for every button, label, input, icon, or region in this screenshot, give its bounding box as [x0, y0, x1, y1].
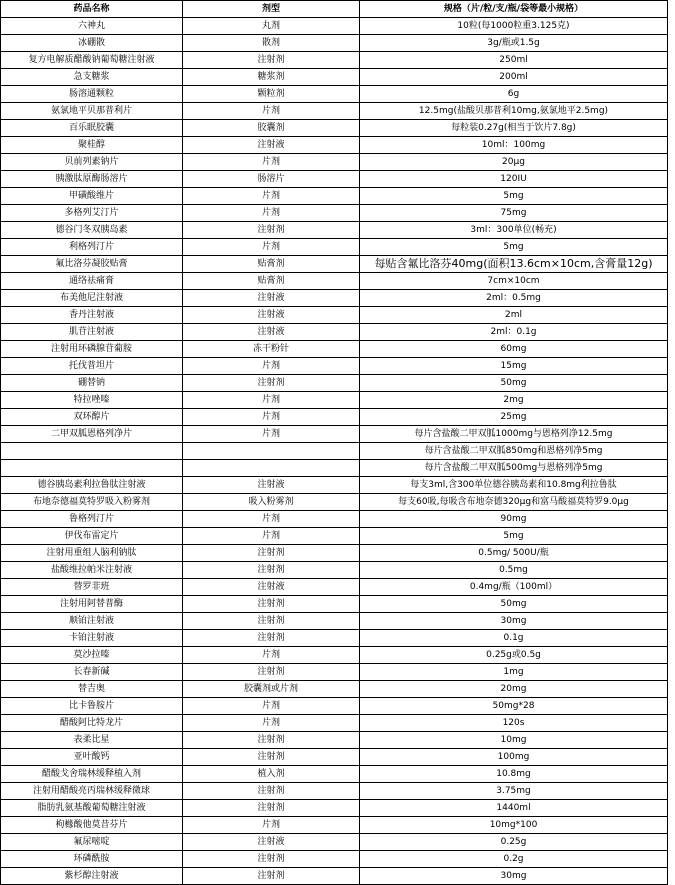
- cell-drug-name[interactable]: 莫沙拉嗪: [1, 647, 183, 664]
- cell-specification[interactable]: 200ml: [360, 69, 668, 86]
- cell-drug-name[interactable]: 硼替钠: [1, 375, 183, 392]
- cell-dosage-form[interactable]: 注射液: [183, 307, 360, 324]
- cell-drug-name[interactable]: 复方电解质醋酸钠葡萄糖注射液: [1, 52, 183, 69]
- cell-dosage-form[interactable]: 片剂: [183, 103, 360, 120]
- cell-drug-name[interactable]: 氟尿嘧啶: [1, 834, 183, 851]
- table-row[interactable]: [1, 137, 675, 154]
- table-row[interactable]: [1, 205, 675, 222]
- cell-drug-name[interactable]: 替吉奥: [1, 681, 183, 698]
- cell-specification[interactable]: 2ml: [360, 307, 668, 324]
- cell-drug-name[interactable]: 托伐普坦片: [1, 358, 183, 375]
- cell-drug-name[interactable]: 替罗非班: [1, 579, 183, 596]
- cell-dosage-form[interactable]: 片剂: [183, 511, 360, 528]
- edge-cell: [668, 834, 675, 851]
- cell-drug-name[interactable]: 卡铂注射液: [1, 630, 183, 647]
- edge-cell: [668, 545, 675, 562]
- table-row[interactable]: [1, 664, 675, 681]
- edge-cell: [668, 256, 675, 273]
- cell-specification[interactable]: 20μg: [360, 154, 668, 171]
- edge-cell: [668, 120, 675, 137]
- edge-cell: [668, 596, 675, 613]
- table-row[interactable]: [1, 511, 675, 528]
- cell-dosage-form[interactable]: 注射剂: [183, 800, 360, 817]
- cell-drug-name[interactable]: 伊伐布雷定片: [1, 528, 183, 545]
- cell-drug-name[interactable]: [1, 460, 183, 477]
- table-row[interactable]: [1, 239, 675, 256]
- cell-specification[interactable]: 0.25g或0.5g: [360, 647, 668, 664]
- cell-drug-name[interactable]: 聚桂醇: [1, 137, 183, 154]
- cell-dosage-form[interactable]: 植入剂: [183, 766, 360, 783]
- edge-cell: [668, 205, 675, 222]
- edge-cell: [668, 579, 675, 596]
- table-row[interactable]: [1, 477, 675, 494]
- cell-dosage-form[interactable]: 注射剂: [183, 596, 360, 613]
- cell-dosage-form[interactable]: 注射剂: [183, 749, 360, 766]
- cell-specification[interactable]: 50mg: [360, 596, 668, 613]
- edge-cell: [668, 732, 675, 749]
- table-row[interactable]: [1, 120, 675, 137]
- edge-cell: [668, 511, 675, 528]
- cell-dosage-form[interactable]: 注射剂: [183, 868, 360, 885]
- cell-dosage-form[interactable]: 片剂: [183, 239, 360, 256]
- table-row[interactable]: [1, 256, 675, 273]
- cell-dosage-form[interactable]: 注射剂: [183, 545, 360, 562]
- cell-specification[interactable]: 5mg: [360, 239, 668, 256]
- table-row[interactable]: [1, 562, 675, 579]
- cell-specification[interactable]: 3.75mg: [360, 783, 668, 800]
- cell-drug-name[interactable]: 醋酸戈舍瑞林缓释植入剂: [1, 766, 183, 783]
- cell-specification[interactable]: 30mg: [360, 613, 668, 630]
- cell-drug-name[interactable]: 冰硼散: [1, 35, 183, 52]
- table-row[interactable]: [1, 409, 675, 426]
- cell-dosage-form[interactable]: 注射剂: [183, 630, 360, 647]
- cell-drug-name[interactable]: 通络祛痛膏: [1, 273, 183, 290]
- table-row[interactable]: [1, 528, 675, 545]
- edge-cell: [668, 783, 675, 800]
- cell-dosage-form[interactable]: 注射剂: [183, 664, 360, 681]
- cell-dosage-form[interactable]: 片剂: [183, 528, 360, 545]
- cell-drug-name[interactable]: 急支糖浆: [1, 69, 183, 86]
- edge-cell: [668, 86, 675, 103]
- edge-cell: [668, 307, 675, 324]
- table-row[interactable]: [1, 545, 675, 562]
- edge-cell: [668, 443, 675, 460]
- cell-drug-name[interactable]: 鲁格列汀片: [1, 511, 183, 528]
- cell-dosage-form[interactable]: 注射剂: [183, 732, 360, 749]
- edge-cell: [668, 35, 675, 52]
- cell-specification[interactable]: 50mg*28: [360, 698, 668, 715]
- cell-drug-name[interactable]: 二甲双胍恩格列净片: [1, 426, 183, 443]
- cell-drug-name[interactable]: 胰激肽原酶肠溶片: [1, 171, 183, 188]
- cell-dosage-form[interactable]: 片剂: [183, 205, 360, 222]
- cell-drug-name[interactable]: 脂肪乳氨基酸葡萄糖注射液: [1, 800, 183, 817]
- cell-specification[interactable]: 120s: [360, 715, 668, 732]
- cell-dosage-form[interactable]: 片剂: [183, 392, 360, 409]
- cell-specification[interactable]: 60mg: [360, 341, 668, 358]
- cell-dosage-form[interactable]: 注射剂: [183, 375, 360, 392]
- cell-specification[interactable]: 0.25g: [360, 834, 668, 851]
- cell-specification[interactable]: 20mg: [360, 681, 668, 698]
- table-row[interactable]: [1, 35, 675, 52]
- cell-dosage-form[interactable]: 冻干粉针: [183, 341, 360, 358]
- cell-specification[interactable]: 每支3ml,含300单位德谷胰岛素和10.8mg利拉鲁肽: [360, 477, 668, 494]
- cell-dosage-form[interactable]: 注射剂: [183, 52, 360, 69]
- cell-drug-name[interactable]: 六神丸: [1, 18, 183, 35]
- cell-dosage-form[interactable]: 胶囊剂或片剂: [183, 681, 360, 698]
- cell-drug-name[interactable]: 贝前列素钠片: [1, 154, 183, 171]
- edge-cell: [668, 715, 675, 732]
- cell-drug-name[interactable]: 比卡鲁胺片: [1, 698, 183, 715]
- table-row[interactable]: [1, 222, 675, 239]
- cell-specification[interactable]: 25mg: [360, 409, 668, 426]
- edge-cell: [668, 188, 675, 205]
- cell-drug-name[interactable]: 枸橼酸他莫昔芬片: [1, 817, 183, 834]
- cell-specification[interactable]: 2mg: [360, 392, 668, 409]
- cell-dosage-form[interactable]: 注射剂: [183, 783, 360, 800]
- table-row[interactable]: [1, 630, 675, 647]
- edge-cell: [668, 647, 675, 664]
- cell-drug-name[interactable]: 布美他尼注射液: [1, 290, 183, 307]
- cell-dosage-form[interactable]: 片剂: [183, 409, 360, 426]
- cell-specification[interactable]: 50mg: [360, 375, 668, 392]
- cell-drug-name[interactable]: 布地奈德福莫特罗吸入粉雾剂: [1, 494, 183, 511]
- edge-cell: [668, 1, 675, 18]
- cell-dosage-form[interactable]: 散剂: [183, 35, 360, 52]
- cell-specification[interactable]: 2ml：0.5mg: [360, 290, 668, 307]
- cell-dosage-form[interactable]: 注射液: [183, 834, 360, 851]
- cell-specification[interactable]: 每贴含氟比洛芬40mg(面积13.6cm×10cm,含膏量12g): [360, 256, 668, 273]
- table-row[interactable]: [1, 69, 675, 86]
- cell-specification[interactable]: 3ml：300单位(畅充): [360, 222, 668, 239]
- table-row[interactable]: [1, 681, 675, 698]
- cell-drug-name[interactable]: 醋酸阿比特龙片: [1, 715, 183, 732]
- cell-dosage-form[interactable]: 片剂: [183, 715, 360, 732]
- table-row[interactable]: [1, 460, 675, 477]
- table-row[interactable]: [1, 324, 675, 341]
- edge-cell: [668, 749, 675, 766]
- cell-drug-name[interactable]: 肠溶通颗粒: [1, 86, 183, 103]
- cell-drug-name[interactable]: 注射用环磷腺苷葡胺: [1, 341, 183, 358]
- cell-dosage-form[interactable]: 贴膏剂: [183, 256, 360, 273]
- cell-drug-name[interactable]: 多格列艾汀片: [1, 205, 183, 222]
- cell-drug-name[interactable]: 氟比洛芬凝胶贴膏: [1, 256, 183, 273]
- table-row[interactable]: [1, 341, 675, 358]
- cell-specification[interactable]: 7cm×10cm: [360, 273, 668, 290]
- cell-specification[interactable]: 0.5mg/ 500U/瓶: [360, 545, 668, 562]
- table-row[interactable]: [1, 766, 675, 783]
- cell-dosage-form[interactable]: 吸入粉雾剂: [183, 494, 360, 511]
- edge-cell: [668, 494, 675, 511]
- table-row[interactable]: [1, 732, 675, 749]
- table-row[interactable]: [1, 375, 675, 392]
- table-row[interactable]: [1, 392, 675, 409]
- cell-dosage-form[interactable]: 片剂: [183, 817, 360, 834]
- cell-drug-name[interactable]: 表柔比星: [1, 732, 183, 749]
- edge-cell: [668, 698, 675, 715]
- cell-specification[interactable]: 每片含盐酸二甲双胍850mg和恩格列净5mg: [360, 443, 668, 460]
- table-row[interactable]: [1, 188, 675, 205]
- table-row[interactable]: [1, 154, 675, 171]
- cell-dosage-form[interactable]: 贴膏剂: [183, 273, 360, 290]
- cell-dosage-form[interactable]: 胶囊剂: [183, 120, 360, 137]
- table-row[interactable]: [1, 358, 675, 375]
- table-row[interactable]: [1, 868, 675, 885]
- cell-dosage-form[interactable]: 注射液: [183, 137, 360, 154]
- cell-specification[interactable]: 0.4mg/瓶（100ml）: [360, 579, 668, 596]
- cell-specification[interactable]: 5mg: [360, 528, 668, 545]
- table-row[interactable]: [1, 596, 675, 613]
- cell-specification[interactable]: 1mg: [360, 664, 668, 681]
- cell-specification[interactable]: 90mg: [360, 511, 668, 528]
- edge-cell: [668, 868, 675, 885]
- edge-cell: [668, 137, 675, 154]
- cell-specification[interactable]: 30mg: [360, 868, 668, 885]
- edge-cell: [668, 613, 675, 630]
- cell-drug-name[interactable]: 顺铂注射液: [1, 613, 183, 630]
- cell-dosage-form[interactable]: 片剂: [183, 358, 360, 375]
- cell-drug-name[interactable]: 香丹注射液: [1, 307, 183, 324]
- edge-cell: [668, 273, 675, 290]
- edge-cell: [668, 528, 675, 545]
- cell-dosage-form[interactable]: [183, 460, 360, 477]
- table-row[interactable]: [1, 783, 675, 800]
- cell-dosage-form[interactable]: 片剂: [183, 154, 360, 171]
- cell-drug-name[interactable]: 长春新碱: [1, 664, 183, 681]
- table-body: [1, 18, 675, 885]
- edge-cell: [668, 460, 675, 477]
- cell-specification[interactable]: 0.2g: [360, 851, 668, 868]
- cell-dosage-form[interactable]: 糖浆剂: [183, 69, 360, 86]
- header-drug-name: 药品名称: [1, 1, 183, 18]
- cell-dosage-form[interactable]: 片剂: [183, 426, 360, 443]
- table-row[interactable]: [1, 647, 675, 664]
- header-row: [1, 1, 675, 18]
- cell-specification[interactable]: 3g/瓶或1.5g: [360, 35, 668, 52]
- cell-drug-name[interactable]: 德谷门冬双胰岛素: [1, 222, 183, 239]
- cell-specification[interactable]: 100mg: [360, 749, 668, 766]
- cell-dosage-form[interactable]: 注射剂: [183, 562, 360, 579]
- table-row[interactable]: [1, 273, 675, 290]
- table-row[interactable]: [1, 613, 675, 630]
- cell-specification[interactable]: 5mg: [360, 188, 668, 205]
- table-row[interactable]: [1, 579, 675, 596]
- cell-drug-name[interactable]: 注射用阿替普酶: [1, 596, 183, 613]
- cell-drug-name[interactable]: 甲磺酸维片: [1, 188, 183, 205]
- edge-cell: [668, 766, 675, 783]
- edge-cell: [668, 681, 675, 698]
- table-row[interactable]: [1, 817, 675, 834]
- cell-drug-name[interactable]: 盐酸维拉帕米注射液: [1, 562, 183, 579]
- edge-cell: [668, 18, 675, 35]
- cell-drug-name[interactable]: 紫杉醇注射液: [1, 868, 183, 885]
- cell-dosage-form[interactable]: 肠溶片: [183, 171, 360, 188]
- cell-drug-name[interactable]: 百乐眠胶囊: [1, 120, 183, 137]
- cell-dosage-form[interactable]: 注射剂: [183, 613, 360, 630]
- table-row[interactable]: [1, 171, 675, 188]
- cell-specification[interactable]: 10mg*100: [360, 817, 668, 834]
- cell-drug-name[interactable]: 特拉唑嗪: [1, 392, 183, 409]
- table-row[interactable]: [1, 494, 675, 511]
- edge-cell: [668, 477, 675, 494]
- edge-cell: [668, 103, 675, 120]
- table-row[interactable]: [1, 834, 675, 851]
- cell-drug-name[interactable]: 氨氯地平贝那普利片: [1, 103, 183, 120]
- cell-drug-name[interactable]: 注射用重组人脑利钠肽: [1, 545, 183, 562]
- cell-specification[interactable]: 每片含盐酸二甲双胍1000mg与恩格列净12.5mg: [360, 426, 668, 443]
- cell-drug-name[interactable]: 注射用醋酸亮丙瑞林缓释微球: [1, 783, 183, 800]
- edge-cell: [668, 358, 675, 375]
- cell-dosage-form[interactable]: 片剂: [183, 188, 360, 205]
- table-row[interactable]: [1, 103, 675, 120]
- cell-specification[interactable]: 10.8mg: [360, 766, 668, 783]
- cell-specification[interactable]: 10粒(每1000粒重3.125克): [360, 18, 668, 35]
- cell-drug-name[interactable]: 环磷酰胺: [1, 851, 183, 868]
- edge-cell: [668, 239, 675, 256]
- cell-drug-name[interactable]: 利格列汀片: [1, 239, 183, 256]
- table-row[interactable]: [1, 851, 675, 868]
- table-row[interactable]: [1, 443, 675, 460]
- cell-specification[interactable]: 0.5mg: [360, 562, 668, 579]
- cell-dosage-form[interactable]: 注射液: [183, 324, 360, 341]
- cell-drug-name[interactable]: 肌苷注射液: [1, 324, 183, 341]
- table-row[interactable]: [1, 715, 675, 732]
- edge-cell: [668, 562, 675, 579]
- cell-specification[interactable]: 10mg: [360, 732, 668, 749]
- cell-specification[interactable]: 1440ml: [360, 800, 668, 817]
- cell-specification[interactable]: 120IU: [360, 171, 668, 188]
- cell-dosage-form[interactable]: 注射液: [183, 477, 360, 494]
- cell-specification[interactable]: 每支60吸,每吸含布地奈德320μg和富马酸福莫特罗9.0μg: [360, 494, 668, 511]
- edge-cell: [668, 290, 675, 307]
- edge-cell: [668, 222, 675, 239]
- table-row[interactable]: [1, 290, 675, 307]
- cell-dosage-form[interactable]: 注射剂: [183, 851, 360, 868]
- cell-specification[interactable]: 6g: [360, 86, 668, 103]
- edge-cell: [668, 851, 675, 868]
- edge-cell: [668, 664, 675, 681]
- table-row[interactable]: [1, 698, 675, 715]
- cell-specification[interactable]: 2ml：0.1g: [360, 324, 668, 341]
- cell-dosage-form[interactable]: 注射液: [183, 579, 360, 596]
- edge-cell: [668, 375, 675, 392]
- edge-cell: [668, 341, 675, 358]
- cell-dosage-form[interactable]: 片剂: [183, 698, 360, 715]
- edge-cell: [668, 171, 675, 188]
- header-dosage-form: 剂型: [183, 1, 360, 18]
- cell-dosage-form[interactable]: 注射剂: [183, 222, 360, 239]
- cell-specification[interactable]: 10ml：100mg: [360, 137, 668, 154]
- edge-cell: [668, 817, 675, 834]
- header-specification: 规格（片/粒/支/瓶/袋等最小规格）: [360, 1, 668, 18]
- edge-cell: [668, 426, 675, 443]
- edge-cell: [668, 630, 675, 647]
- edge-cell: [668, 52, 675, 69]
- edge-cell: [668, 800, 675, 817]
- table-row[interactable]: [1, 800, 675, 817]
- cell-specification[interactable]: 每粒装0.27g(相当于饮片7.8g): [360, 120, 668, 137]
- cell-dosage-form[interactable]: 颗粒剂: [183, 86, 360, 103]
- cell-specification[interactable]: 250ml: [360, 52, 668, 69]
- cell-drug-name[interactable]: 双环醇片: [1, 409, 183, 426]
- cell-specification[interactable]: 每片含盐酸二甲双胍500mg与恩格列净5mg: [360, 460, 668, 477]
- table-row[interactable]: [1, 426, 675, 443]
- cell-dosage-form[interactable]: 丸剂: [183, 18, 360, 35]
- table-row[interactable]: [1, 18, 675, 35]
- cell-drug-name[interactable]: [1, 443, 183, 460]
- cell-specification[interactable]: 75mg: [360, 205, 668, 222]
- table-row[interactable]: [1, 307, 675, 324]
- edge-cell: [668, 409, 675, 426]
- cell-drug-name[interactable]: 亚叶酸钙: [1, 749, 183, 766]
- cell-drug-name[interactable]: 德谷胰岛素利拉鲁肽注射液: [1, 477, 183, 494]
- cell-specification[interactable]: 12.5mg(盐酸贝那普利10mg,氨氯地平2.5mg): [360, 103, 668, 120]
- cell-dosage-form[interactable]: 片剂: [183, 647, 360, 664]
- table-row[interactable]: [1, 52, 675, 69]
- edge-cell: [668, 324, 675, 341]
- cell-specification[interactable]: 15mg: [360, 358, 668, 375]
- cell-specification[interactable]: 0.1g: [360, 630, 668, 647]
- table-row[interactable]: [1, 749, 675, 766]
- table-row[interactable]: [1, 86, 675, 103]
- cell-dosage-form[interactable]: 注射液: [183, 290, 360, 307]
- cell-dosage-form[interactable]: [183, 443, 360, 460]
- edge-cell: [668, 154, 675, 171]
- edge-cell: [668, 69, 675, 86]
- edge-cell: [668, 392, 675, 409]
